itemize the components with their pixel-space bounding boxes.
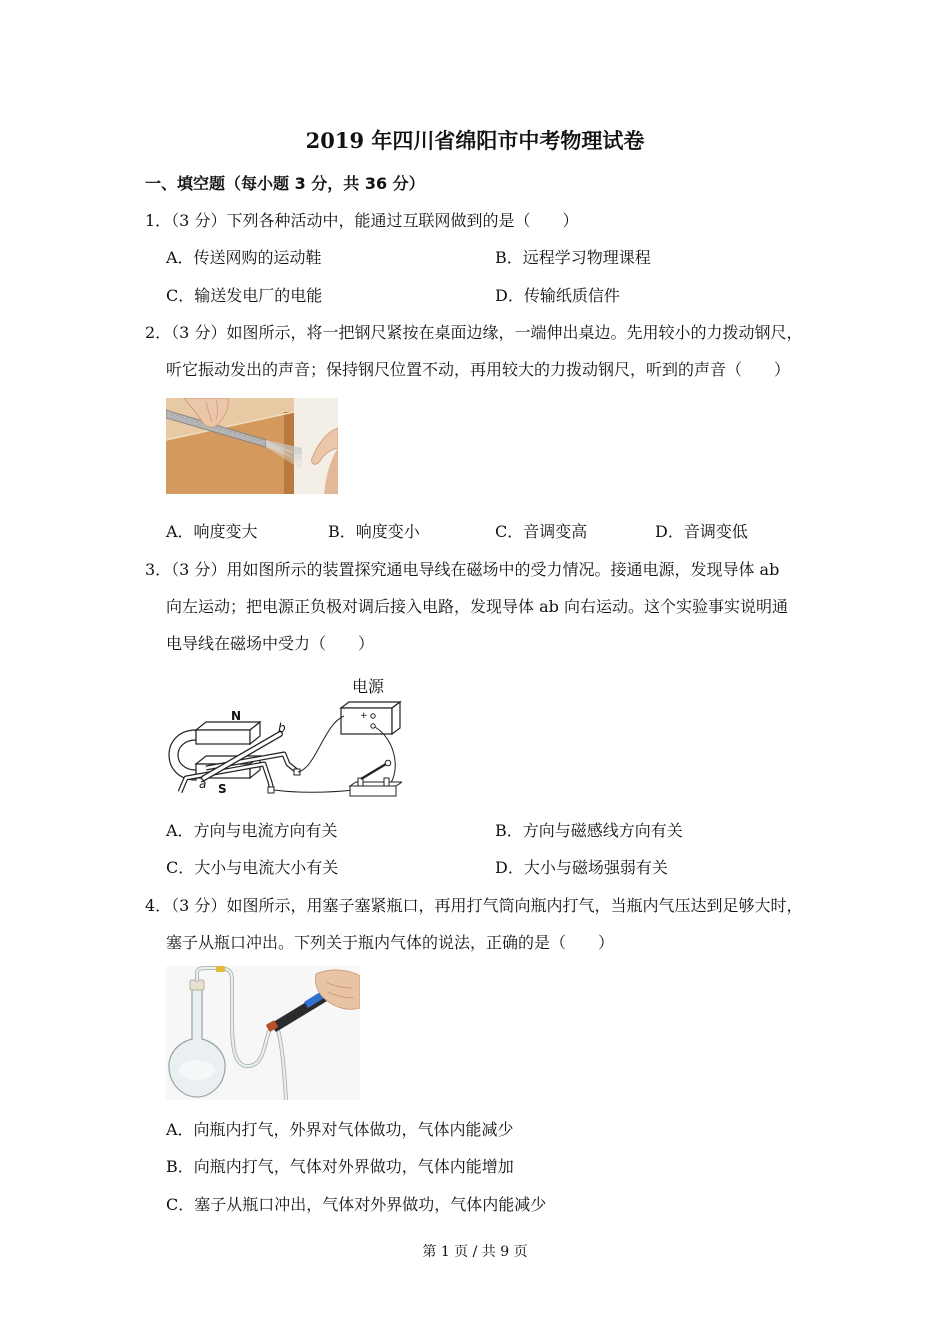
question-1-option-b: B．远程学习物理课程 <box>495 248 651 267</box>
rod-b-label: b <box>278 721 286 735</box>
question-1-option-a: A．传送网购的运动鞋 <box>166 248 322 267</box>
ruler-on-table-figure <box>166 398 338 494</box>
question-3-option-a: A．方向与电流方向有关 <box>166 821 338 840</box>
flask-highlight <box>179 1060 215 1080</box>
question-4-stem-line-1: 4．（3 分）如图所示，用塞子塞紧瓶口，再用打气筒向瓶内打气，当瓶内气压达到足够大时， <box>145 896 803 915</box>
question-3-stem-line-2: 向左运动；把电源正负极对调后接入电路，发现导体 ab 向右运动。这个实验事实说明通 <box>166 597 788 616</box>
question-4-option-c: C．塞子从瓶口冲出，气体对外界做功，气体内能减少 <box>166 1195 547 1214</box>
section-heading: 一、填空题（每小题 3 分，共 36 分） <box>145 174 425 193</box>
question-3-option-c: C．大小与电流大小有关 <box>166 858 339 877</box>
question-3-option-b: B．方向与磁感线方向有关 <box>495 821 683 840</box>
question-3-stem-line-1: 3．（3 分）用如图所示的装置探究通电导线在磁场中的受力情况。接通电源，发现导体 ab <box>145 560 780 579</box>
question-2-stem-line-1: 2．（3 分）如图所示，将一把钢尺紧按在桌面边缘，一端伸出桌边。先用较小的力拨动钢尺， <box>145 323 803 342</box>
question-3-stem-line-3: 电导线在磁场中受力（ ） <box>166 634 375 653</box>
question-4-option-a: A．向瓶内打气，外界对气体做功，气体内能减少 <box>166 1120 514 1139</box>
tube-joint <box>216 966 225 972</box>
question-2-option-b: B．响度变小 <box>328 522 420 541</box>
power-supply-label: 电源 <box>352 677 385 696</box>
magnet-s-label: S <box>218 782 227 796</box>
question-2-option-d: D．音调变低 <box>655 522 748 541</box>
question-2-option-c: C．音调变高 <box>495 522 588 541</box>
question-3-option-d: D．大小与磁场强弱有关 <box>495 858 668 877</box>
question-1-option-d: D．传输纸质信件 <box>495 286 620 305</box>
knife-switch <box>350 760 402 796</box>
power-terminal-positive <box>371 714 375 718</box>
question-2-option-a: A．响度变大 <box>166 522 258 541</box>
page-footer: 第 1 页 / 共 9 页 <box>422 1244 528 1260</box>
power-plus-label: + <box>360 711 368 721</box>
magnet-circuit-figure <box>166 672 402 804</box>
question-1-option-c: C．输送发电厂的电能 <box>166 286 323 305</box>
flask-pump-figure <box>166 966 360 1100</box>
rail-terminal-lower <box>268 787 274 793</box>
question-4-option-b: B．向瓶内打气，气体对外界做功，气体内能增加 <box>166 1157 514 1176</box>
question-2-stem-line-2: 听它振动发出的声音；保持钢尺位置不动，再用较大的力拨动钢尺，听到的声音（ ） <box>166 360 791 379</box>
magnet-n-label: N <box>231 709 242 723</box>
question-4-stem-line-2: 塞子从瓶口冲出。下列关于瓶内气体的说法，正确的是（ ） <box>166 933 615 952</box>
page-title: 2019 年四川省绵阳市中考物理试卷 <box>305 128 645 153</box>
rod-a-label: a <box>199 777 207 791</box>
question-1-stem: 1．（3 分）下列各种活动中，能通过互联网做到的是（ ） <box>145 211 579 230</box>
power-supply-box <box>341 702 400 734</box>
power-terminal-negative <box>371 724 375 728</box>
